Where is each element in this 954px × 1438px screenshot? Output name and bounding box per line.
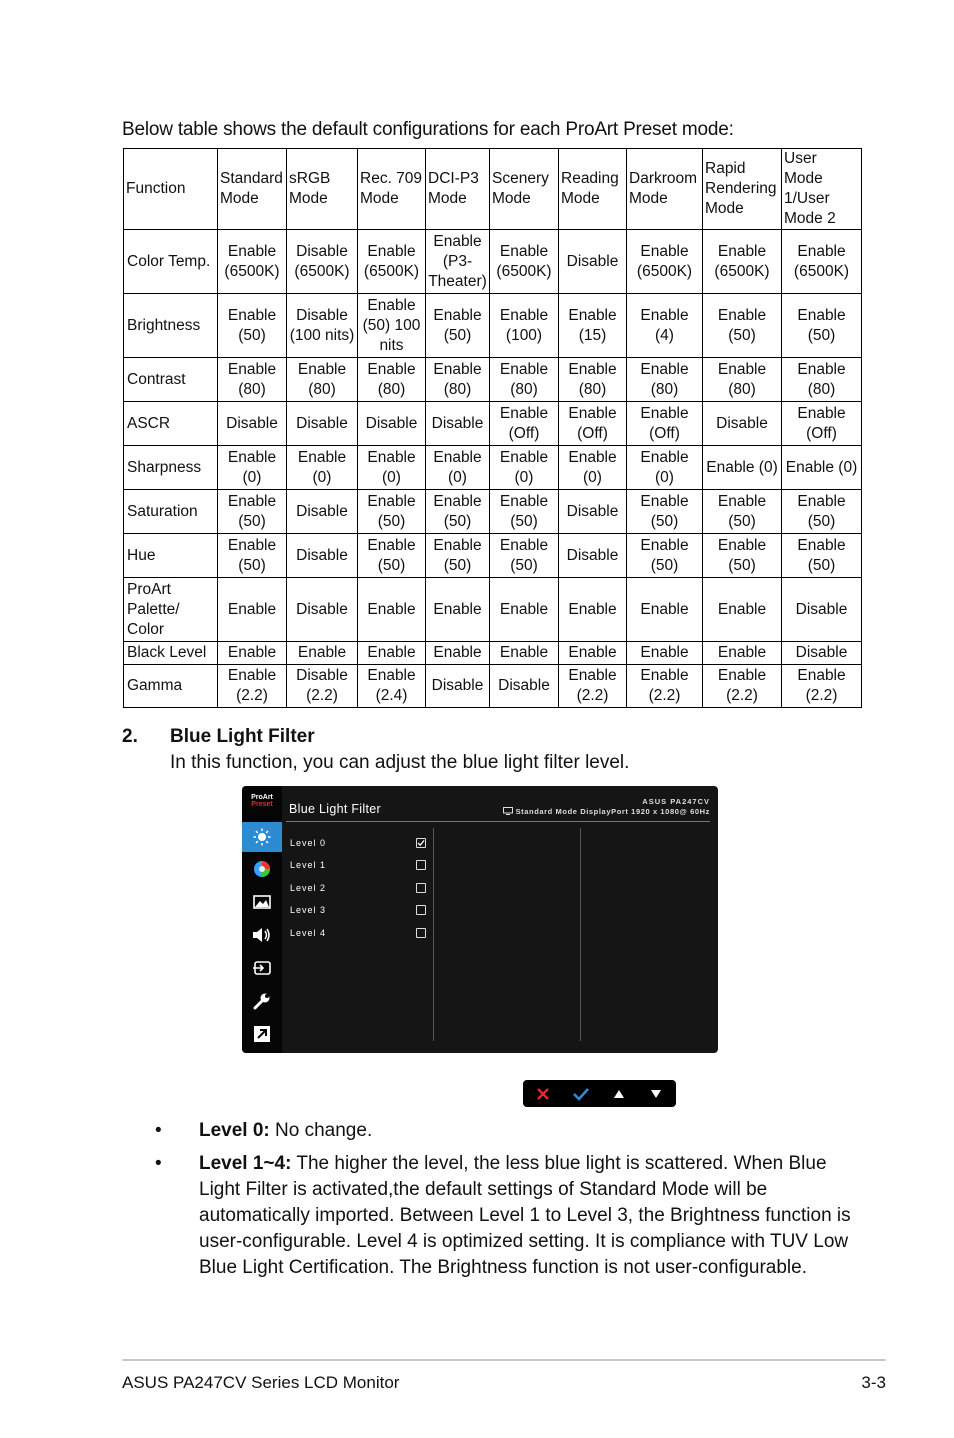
intro-text: Below table shows the default configurations for each ProArt Preset mode: [122,119,734,140]
table-cell: Enable [426,578,490,642]
function-cell: Sharpness [124,446,218,490]
table-cell: Enable (80) [559,358,627,402]
table-cell: Enable (Off) [490,402,559,446]
table-cell: Enable (50) [782,294,862,358]
table-cell: Enable (0) [358,446,426,490]
color-palette-icon[interactable] [242,854,282,884]
bullet-marker: • [155,1153,162,1174]
table-row [124,534,862,578]
table-row [124,230,862,294]
table-cell: Enable [358,642,426,665]
level-4-option[interactable]: Level 4 [290,928,327,938]
check-icon [417,839,425,847]
model-name: ASUS PA247CV [642,797,710,806]
table-cell: Enable (80) [703,358,782,402]
column-divider [433,828,434,1041]
sound-icon[interactable] [242,920,282,950]
table-cell: Enable (0) [287,446,358,490]
function-cell: Brightness [124,294,218,358]
header-cell: User Mode 1/User Mode 2 [782,149,862,230]
osd-menu-screenshot [242,786,718,1053]
table-cell: Enable (100) [490,294,559,358]
table-cell: Enable (50) [703,294,782,358]
table-cell: Disable [782,578,862,642]
table-cell: Enable (50) [426,490,490,534]
table-cell: Enable [627,642,703,665]
table-cell: Enable (0) [703,446,782,490]
table-cell: Enable (50) [490,534,559,578]
function-cell: Saturation [124,490,218,534]
function-cell: Contrast [124,358,218,402]
preset-config-table [123,148,862,708]
monitor-icon [503,807,513,815]
image-icon[interactable] [242,887,282,917]
table-cell: Enable (80) [218,358,287,402]
table-cell: Enable (50) [490,490,559,534]
level-3-checkbox[interactable] [416,905,426,915]
blue-light-icon[interactable] [242,822,282,852]
bullet-level-0: Level 0: No change. [199,1120,373,1141]
input-select-icon[interactable] [242,953,282,983]
table-cell: Enable [218,642,287,665]
header-cell: Rapid Rendering Mode [703,149,782,230]
header-cell: Function [124,149,218,230]
page-number: 3-3 [861,1373,886,1392]
table-cell: Disable (100 nits) [287,294,358,358]
table-cell: Enable [703,642,782,665]
table-row [124,642,862,665]
table-cell: Enable [490,578,559,642]
status-line: Standard Mode DisplayPort 1920 x 1080@ 60Hz [503,807,710,816]
level-3-option[interactable]: Level 3 [290,905,327,915]
proart-preset-logo: ProArt Preset [251,794,273,808]
table-cell: Enable [559,578,627,642]
table-cell: Enable (2.4) [358,665,426,708]
function-cell: Gamma [124,665,218,708]
table-cell: Disable [426,665,490,708]
table-cell: Enable (P3-Theater) [426,230,490,294]
table-cell: Enable (2.2) [782,665,862,708]
table-header-row [124,149,862,230]
table-cell: Enable (50) [358,490,426,534]
table-cell: Enable [287,642,358,665]
table-cell: Enable (Off) [782,402,862,446]
table-cell: Enable (80) [782,358,862,402]
table-cell: Enable [703,578,782,642]
section-description: In this function, you can adjust the blue light filter level. [170,752,630,773]
table-row [124,402,862,446]
table-cell: Disable [559,534,627,578]
table-cell: Enable (15) [559,294,627,358]
table-row [124,446,862,490]
section-title: Blue Light Filter [170,726,315,747]
table-cell: Enable (80) [627,358,703,402]
table-cell: Disable [287,490,358,534]
table-cell: Enable (6500K) [490,230,559,294]
column-divider [580,828,581,1041]
level-2-checkbox[interactable] [416,883,426,893]
function-cell: Black Level [124,642,218,665]
footer-product: ASUS PA247CV Series LCD Monitor [122,1373,400,1392]
system-setup-icon[interactable] [242,986,282,1016]
function-cell: ProArt Palette/ Color [124,578,218,642]
table-cell: Enable (80) [490,358,559,402]
table-cell: Disable [782,642,862,665]
table-cell: Enable (50) [703,534,782,578]
table-cell: Enable (50) [358,534,426,578]
footer-divider [122,1359,886,1361]
table-cell: Enable (Off) [559,402,627,446]
bullet-level-1-4: Level 1~4: The higher the level, the less blue light is scattered. When Blue Light Filter is activated,the default settings of Standard Mode will be automatically imported. Between Level 1 to Level 3, the Brightness function is user-configurable. Level 4 is optimized setting. It is compliance with TUV Low Blue Light Certification. The Brightness function is not user-configurable. [199,1153,851,1278]
table-cell: Enable (6500K) [358,230,426,294]
table-cell: Enable (50) [426,294,490,358]
table-cell: Enable (50) [627,490,703,534]
table-cell: Enable (4) [627,294,703,358]
header-cell: Scenery Mode [490,149,559,230]
header-cell: Standard Mode [218,149,287,230]
table-cell: Disable (6500K) [287,230,358,294]
table-row [124,578,862,642]
table-cell: Disable [287,534,358,578]
table-row [124,665,862,708]
bullet-marker: • [155,1120,162,1141]
table-cell: Enable (0) [782,446,862,490]
osd-title: Blue Light Filter [289,802,381,816]
table-cell: Enable (50) [782,534,862,578]
table-cell: Enable (6500K) [627,230,703,294]
table-cell: Enable (Off) [627,402,703,446]
function-cell: Color Temp. [124,230,218,294]
table-cell: Enable (0) [218,446,287,490]
table-cell: Disable [218,402,287,446]
level-1-checkbox[interactable] [416,860,426,870]
table-cell: Enable [559,642,627,665]
table-cell: Enable (50) [703,490,782,534]
table-cell: Disable [559,230,627,294]
level-2-option[interactable]: Level 2 [290,883,327,893]
table-cell: Enable (0) [559,446,627,490]
table-row [124,358,862,402]
level-1-option[interactable]: Level 1 [290,860,327,870]
shortcut-icon[interactable] [242,1019,282,1049]
table-cell: Enable [218,578,287,642]
table-cell: Enable (2.2) [627,665,703,708]
table-row [124,294,862,358]
table-row [124,490,862,534]
table-cell: Enable [426,642,490,665]
table-cell: Enable (0) [490,446,559,490]
table-cell: Enable (50) [782,490,862,534]
table-cell: Disable [287,578,358,642]
header-cell: Darkroom Mode [627,149,703,230]
table-cell: Enable [358,578,426,642]
table-cell: Enable (2.2) [218,665,287,708]
table-cell: Enable (80) [358,358,426,402]
table-cell: Enable (50) 100 nits [358,294,426,358]
check-icon[interactable] [563,1080,599,1107]
table-cell: Disable [490,665,559,708]
level-0-checkbox[interactable] [416,838,426,848]
down-arrow-icon[interactable] [638,1080,674,1107]
table-cell: Enable (2.2) [559,665,627,708]
osd-navigation-keys [523,1080,676,1107]
table-cell: Disable (2.2) [287,665,358,708]
table-cell: Disable [358,402,426,446]
level-4-checkbox[interactable] [416,928,426,938]
table-cell: Disable [287,402,358,446]
table-cell: Enable (80) [426,358,490,402]
table-cell: Enable (6500K) [218,230,287,294]
table-cell: Enable (6500K) [703,230,782,294]
up-arrow-icon[interactable] [601,1080,637,1107]
table-cell: Enable (50) [218,294,287,358]
table-cell: Disable [426,402,490,446]
table-cell: Disable [703,402,782,446]
table-cell: Enable (0) [627,446,703,490]
table-cell: Enable (50) [218,490,287,534]
close-icon[interactable] [525,1080,561,1107]
table-cell: Enable (6500K) [782,230,862,294]
table-cell: Enable (80) [287,358,358,402]
table-cell: Enable [490,642,559,665]
table-cell: Enable [627,578,703,642]
level-0-option[interactable]: Level 0 [290,838,327,848]
function-cell: ASCR [124,402,218,446]
osd-divider [286,821,710,822]
header-cell: sRGB Mode [287,149,358,230]
header-cell: Reading Mode [559,149,627,230]
table-cell: Enable (2.2) [703,665,782,708]
table-cell: Enable (50) [426,534,490,578]
table-cell: Enable (50) [627,534,703,578]
table-cell: Disable [559,490,627,534]
section-number: 2. [122,726,138,747]
header-cell: Rec. 709 Mode [358,149,426,230]
function-cell: Hue [124,534,218,578]
table-cell: Enable (0) [426,446,490,490]
header-cell: DCI-P3 Mode [426,149,490,230]
table-cell: Enable (50) [218,534,287,578]
